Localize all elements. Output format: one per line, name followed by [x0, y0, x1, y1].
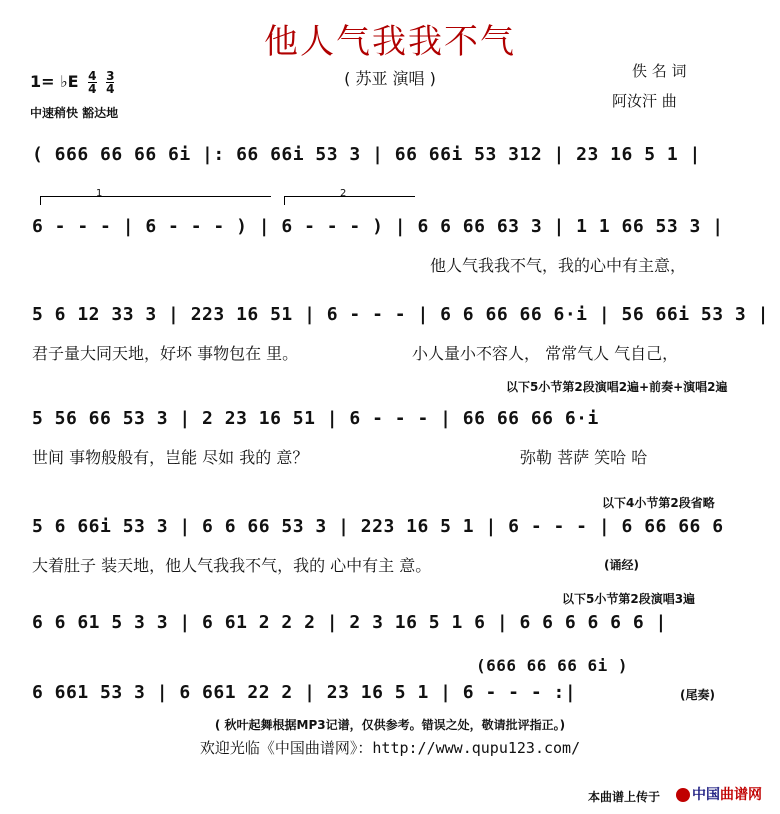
lyric-row-2: 他人气我我不气，我的心中有主意，: [430, 256, 687, 275]
volta-label-2: 2: [340, 188, 347, 199]
site-logo[interactable]: 中国曲谱网: [676, 784, 762, 804]
site-welcome[interactable]: 欢迎光临《中国曲谱网》：http://www.qupu123.com/: [199, 739, 581, 757]
score-row-5: 5 6 66i 53 3 | 6 6 66 53 3 | 223 16 5 1 | 6 - - - | 6 66 66 6: [32, 516, 724, 537]
score-row-2: 6 - - - | 6 - - - ) | 6 - - - ) | 6 6 66 63 3 | 1 1 66 53 3 |: [32, 216, 724, 237]
performance-note-2: 以下4小节第2段省略: [602, 496, 715, 510]
transcriber-note: ( 秋叶起舞根据MP3记谱，仅供参考。错误之处，敬请批评指正。): [214, 718, 566, 732]
score-row-1: ( 666 66 66 6i |: 66 66i 53 3 | 66 66i 53 312 | 23 16 5 1 |: [32, 144, 701, 165]
singer-line: ( 苏亚 演唱 ): [344, 69, 436, 88]
upload-label: 本曲谱上传于: [588, 790, 661, 804]
score-row-7: 6 661 53 3 | 6 661 22 2 | 23 16 5 1 | 6 - - - :|: [32, 682, 577, 703]
performance-note-1: 以下5小节第2段演唱2遍+前奏+演唱2遍: [506, 380, 728, 394]
lyric-row-4a: 世间 事物般般有，岂能 尽如 我的 意？: [32, 448, 309, 467]
volta-bracket-2: [284, 196, 415, 205]
intro-bracket: (666 66 66 6i ): [476, 656, 628, 675]
outro-label: (尾奏): [680, 688, 715, 702]
time-signature-2: $\frac{3}{4}$: [106, 69, 115, 96]
lyric-row-3a: 君子量大同天地，好坏 事物包在 里。: [32, 344, 299, 363]
score-row-4: 5 56 66 53 3 | 2 23 16 51 | 6 - - - | 66 66 66 6·i: [32, 408, 599, 429]
performance-note-3: 以下5小节第2段演唱3遍: [562, 592, 696, 606]
time-signature-1: $\frac{4}{4}$: [88, 69, 97, 96]
score-row-3: 5 6 12 33 3 | 223 16 51 | 6 - - - | 6 6 66 66 6·i | 56 66i 53 3 |: [32, 304, 769, 325]
lyric-row-3b: 小人量小不容人， 常常气人 气自己，: [412, 344, 679, 363]
key-label: 1= ♭E: [30, 72, 79, 91]
volta-bracket-1: [40, 196, 271, 205]
score-row-6: 6 6 61 5 3 3 | 6 61 2 2 2 | 2 3 16 5 1 6 | 6 6 6 6 6 6 |: [32, 612, 667, 633]
song-title: 他人气我我不气: [264, 22, 516, 62]
composer-credit: 阿汝汗 曲: [612, 92, 677, 110]
logo-icon: [676, 788, 690, 802]
lyricist-credit: 佚 名 词: [632, 62, 687, 80]
lyric-row-4b: 弥勒 菩萨 笑哈 哈: [520, 448, 648, 467]
lyric-row-5: 大着肚子 装天地，他人气我我不气，我的 心中有主 意。: [32, 556, 432, 575]
tempo-marking: 中速稍快 豁达地: [30, 106, 119, 120]
chant-note: (诵经): [604, 558, 639, 572]
key-signature: [30, 70, 114, 95]
volta-label-1: 1: [96, 188, 103, 199]
